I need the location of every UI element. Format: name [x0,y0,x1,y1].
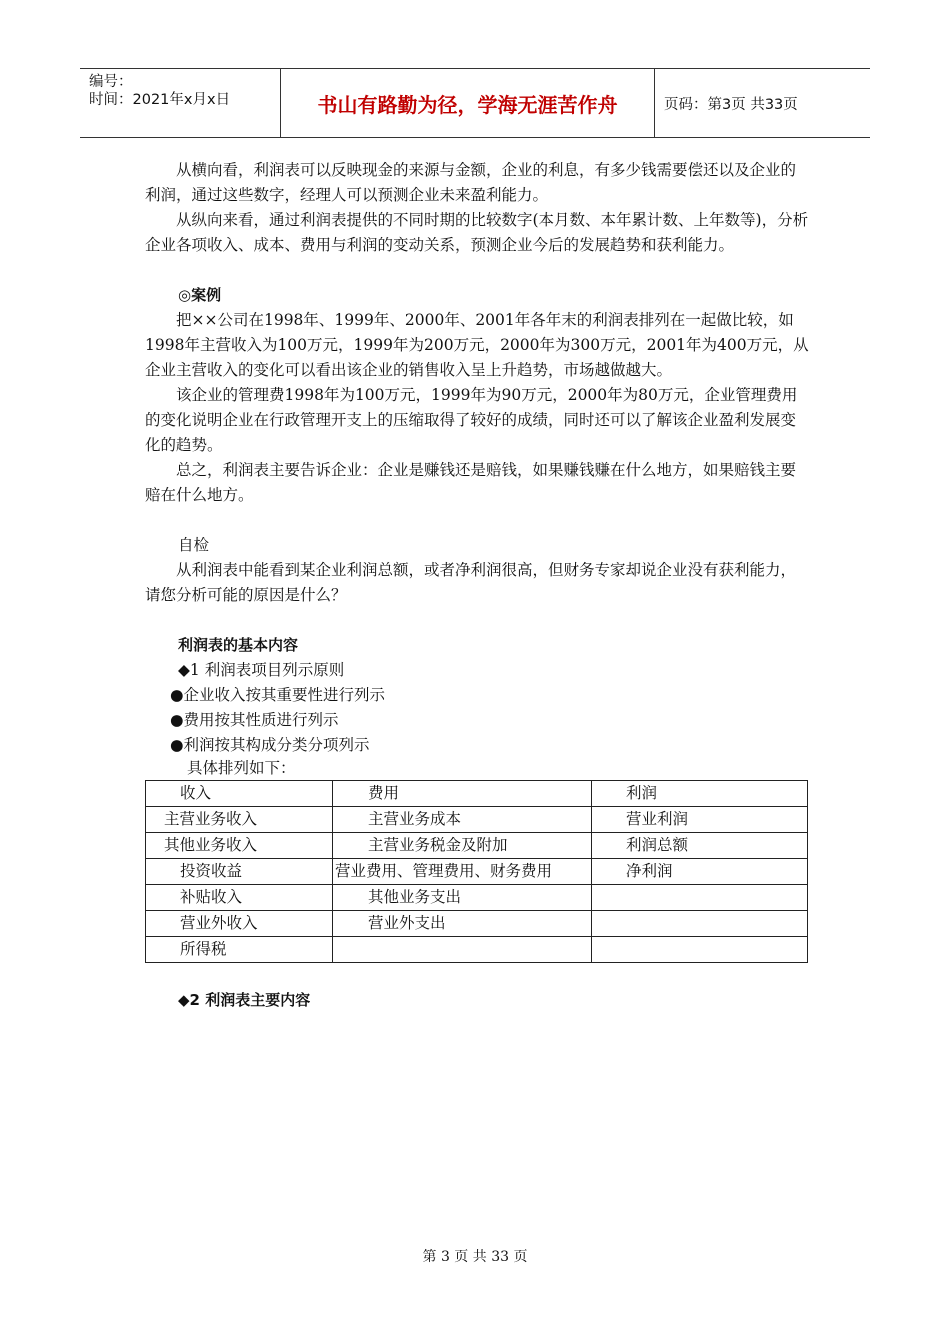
serial-label: 编号： [89,74,133,90]
table-cell: 补贴收入 [146,885,333,911]
arrangement-label: 具体排列如下： [187,759,296,777]
table-cell: 其他业务支出 [333,885,592,911]
section-heading: ◆2 利润表主要内容 [178,991,311,1009]
paragraph: 总之，利润表主要告诉企业：企业是赚钱还是赔钱，如果赚钱赚在什么地方，如果赔钱主要赔在什么地方。 [145,461,797,504]
table-cell: 投资收益 [146,859,333,885]
table-row [146,807,808,833]
table-row [146,911,808,937]
table-cell [333,937,592,963]
table-cell: 利润 [592,781,808,807]
table-row [146,833,808,859]
page-header [80,68,870,138]
table-row [146,781,808,807]
page-footer: 第 3 页 共 33 页 [422,1249,528,1265]
paragraph: 从纵向来看，通过利润表提供的不同时期的比较数字(本月数、本年累计数、上年数等)，分析企业各项收入、成本、费用与利润的变动关系，预测企业今后的发展趋势和获利能力。 [145,211,809,254]
bullet-item: ●企业收入按其重要性进行列示 [170,686,386,704]
table-cell [592,911,808,937]
table-cell [592,885,808,911]
header-page-number: 页码：第3页 共33页 [664,96,798,113]
table-cell: 营业外支出 [333,911,592,937]
bullet-item: ●费用按其性质进行列示 [170,711,339,729]
document-body [145,158,810,1013]
paragraph: 从利润表中能看到某企业利润总额，或者净利润很高，但财务专家却说企业没有获利能力，请您分析可能的原因是什么？ [145,561,797,604]
paragraph: 从横向看，利润表可以反映现金的来源与金额，企业的利息，有多少钱需要偿还以及企业的利润，通过这些数字，经理人可以预测企业未来盈利能力。 [145,161,797,204]
table-cell: 费用 [333,781,592,807]
paragraph: 该企业的管理费1998年为100万元，1999年为90万元，2000年为80万元，企业管理费用的变化说明企业在行政管理开支上的压缩取得了较好的成绩，同时还可以了解该企业盈利发展变化的趋势。 [145,386,798,454]
table-row [146,859,808,885]
time-label: 时间：2021年x月x日 [89,92,231,108]
bullet-item: ●利润按其构成分类分项列示 [170,736,370,754]
table-cell [592,937,808,963]
table-cell: 收入 [146,781,333,807]
table-cell: 利润总额 [592,833,808,859]
header-meta [80,69,281,137]
table-cell: 主营业务收入 [146,807,333,833]
selfcheck-heading: 自检 [178,536,210,554]
section-heading: 利润表的基本内容 [178,636,299,654]
header-motto: 书山有路勤为径，学海无涯苦作舟 [281,69,655,137]
table-cell: 主营业务税金及附加 [333,833,592,859]
table-cell: 所得税 [146,937,333,963]
table-row [146,885,808,911]
paragraph: 把××公司在1998年、1999年、2000年、2001年各年末的利润表排列在一起做比较，如1998年主营收入为100万元，1999年为200万元，2000年为300万元，2001年为400万元，从企业主营收入的变化可以看出该企业的销售收入呈上升趋势，市场越做越大。 [145,311,809,379]
table-cell: 营业费用、管理费用、财务费用 [333,859,592,885]
table-cell: 主营业务成本 [333,807,592,833]
table-cell: 营业利润 [592,807,808,833]
table-row [146,937,808,963]
table-cell: 净利润 [592,859,808,885]
table-cell: 其他业务收入 [146,833,333,859]
profit-table [145,780,808,963]
case-heading: ◎案例 [178,286,222,304]
table-cell: 营业外收入 [146,911,333,937]
list-item: ◆1 利润表项目列示原则 [178,661,345,679]
